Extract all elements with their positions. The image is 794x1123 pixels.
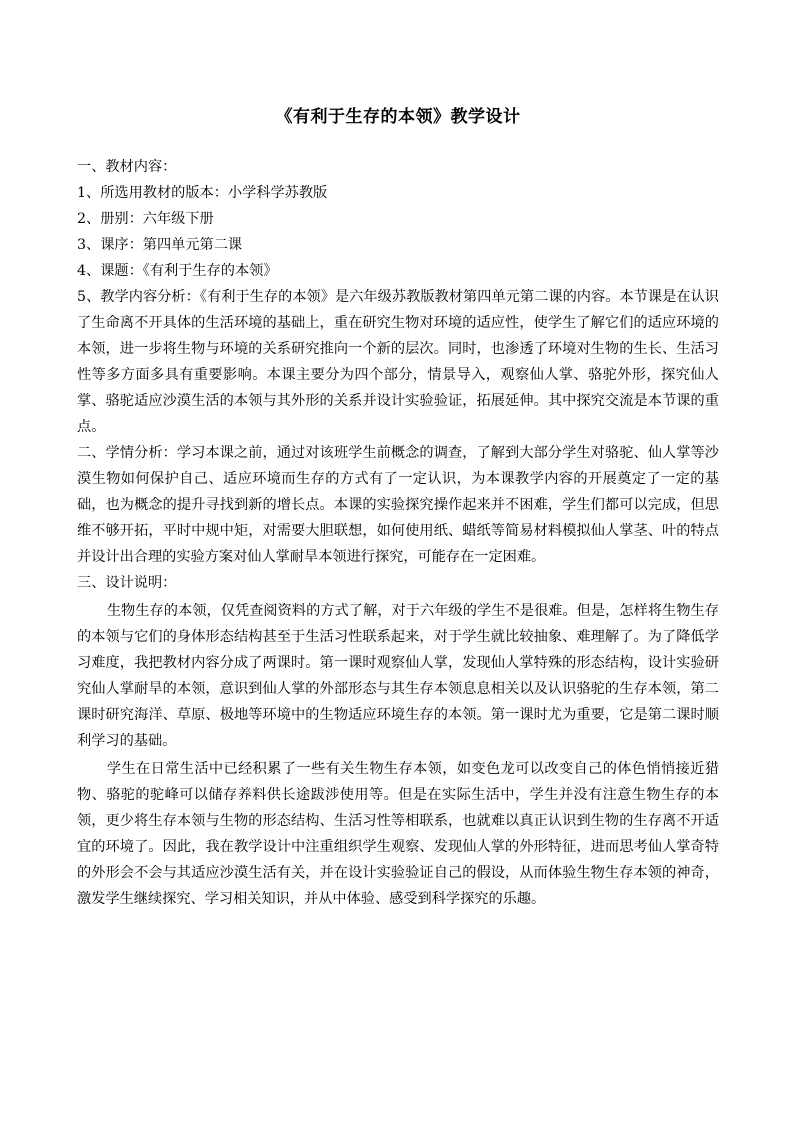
section-heading-design: 三、设计说明： — [77, 575, 177, 591]
section-teaching-content — [77, 154, 719, 440]
section-student-analysis — [77, 440, 719, 570]
content-item-analysis: 5、教学内容分析：《有利于生存的本领》是六年级苏教版教材第四单元第二课的内容。本节课是在认识了生命离不开具体的生活环境的基础上，重在研究生物对环境的适应性，使学生了解它们的适应环境的本领，进一步将生物与环境的关系研究推向一个新的层次。同时，也渗透了环境对生物的生长、生活习性等多方面多具有重要影响。本课主要分为四个部分，情景导入，观察仙人掌、骆驼外形，探究仙人掌、骆驼适应沙漠生活的本领与其外形的关系并设计实验验证，拓展延伸。其中探究交流是本节课的重点。 — [77, 289, 719, 435]
document-page — [77, 100, 719, 912]
section-design-notes — [77, 570, 719, 912]
student-analysis-text: 二、学情分析：学习本课之前，通过对该班学生前概念的调查，了解到大部分学生对骆驼、仙人掌等沙漠生物如何保护自己、适应环境而生存的方式有了一定认识，为本课教学内容的开展奠定了一定的基础，也为概念的提升寻找到新的增长点。本课的实验探究操作起来并不困难，学生们都可以完成，但思维不够开拓，平时中规中矩，对需要大胆联想，如何使用纸、蜡纸等简易材料模拟仙人掌茎、叶的特点并设计出合理的实验方案对仙人掌耐旱本领进行探究，可能存在一定困难。 — [77, 445, 719, 565]
design-paragraph-1: 生物生存的本领，仅凭查阅资料的方式了解，对于六年级的学生不是很难。但是，怎样将生物生存的本领与它们的身体形态结构甚至于生活习性联系起来，对于学生就比较抽象、难理解了。为了降低学习难度，我把教材内容分成了两课时。第一课时观察仙人掌，发现仙人掌特殊的形态结构，设计实验研究仙人掌耐旱的本领，意识到仙人掌的外部形态与其生存本领息息相关以及认识骆驼的生存本领，第二课时研究海洋、草原、极地等环境中的生物适应环境生存的本领。第一课时尤为重要，它是第二课时顺利学习的基础。 — [77, 603, 719, 749]
document-title: 《有利于生存的本领》教学设计 — [275, 107, 521, 127]
content-item-volume: 2、册别：六年级下册 — [77, 211, 214, 227]
section-heading-content: 一、教材内容： — [77, 159, 177, 175]
content-item-lesson-order: 3、课序：第四单元第二课 — [77, 237, 243, 253]
content-item-topic: 4、课题：《有利于生存的本领》 — [77, 263, 278, 279]
content-item-edition: 1、所选用教材的版本：小学科学苏教版 — [77, 185, 328, 201]
design-paragraph-2: 学生在日常生活中已经积累了一些有关生物生存本领，如变色龙可以改变自己的体色悄悄接近猎物、骆驼的驼峰可以储存养料供长途跋涉使用等。但是在实际生活中，学生并没有注意生物生存的本领，更少将生存本领与生物的形态结构、生活习性等相联系，也就难以真正认识到生物的生存离不开适宜的环境了。因此，我在教学设计中注重组织学生观察、发现仙人掌的外形特征，进而思考仙人掌奇特的外形会不会与其适应沙漠生活有关，并在设计实验验证自己的假设，从而体验生物生存本领的神奇，激发学生继续探究、学习相关知识，并从中体验、感受到科学探究的乐趣。 — [77, 761, 719, 907]
